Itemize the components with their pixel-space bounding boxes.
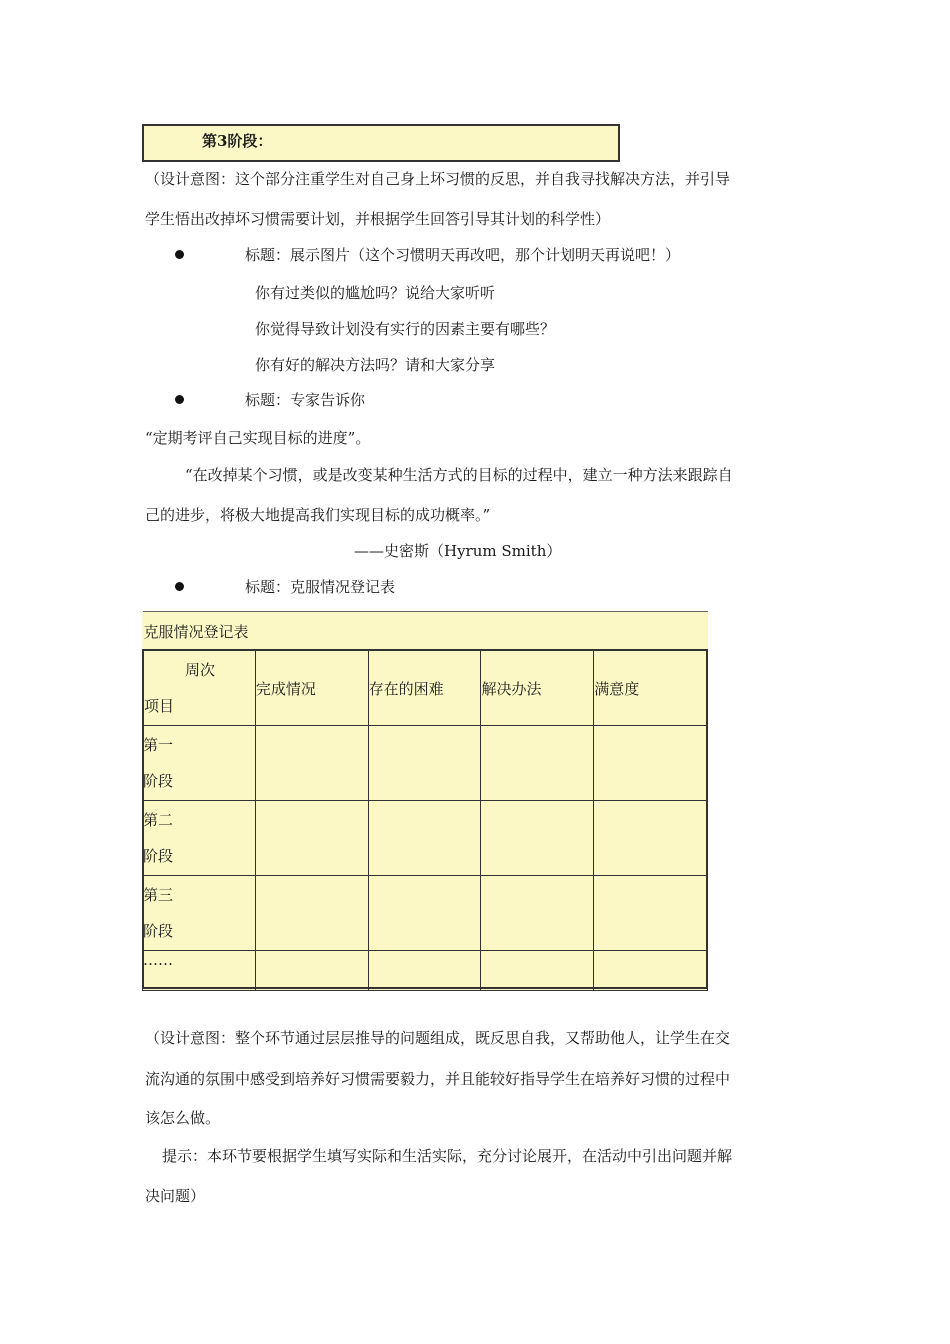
question-1: 你有过类似的尴尬吗？说给大家听听 [255, 284, 496, 302]
bullet1-text: 标题：展示图片（这个习惯明天再改吧，那个计划明天再说吧！） [245, 246, 681, 264]
quote-line2: 己的进步，将极大地提高我们实现目标的成功概率。” [145, 506, 491, 524]
hint-line2: 决问题） [145, 1187, 206, 1205]
bullet-icon [175, 250, 184, 259]
question-3: 你有好的解决方法吗？请和大家分享 [255, 356, 496, 374]
table-cell [255, 726, 368, 801]
column-header: 满意度 [594, 651, 708, 726]
registration-table [142, 611, 708, 991]
quote-title: “定期考评自己实现目标的进度”。 [145, 429, 371, 447]
bullet-icon [175, 582, 184, 591]
corner-bottom: 项目 [144, 697, 175, 715]
intent1-line1: （设计意图：这个部分注重学生对自己身上坏习惯的反思，并自我寻找解决方法，并引导 [145, 170, 731, 188]
table-row [143, 951, 708, 991]
corner-top: 周次 [185, 661, 216, 679]
table-cell [481, 726, 594, 801]
row-label: 第三 阶段 [143, 876, 256, 951]
quote-line1: “在改掉某个习惯，或是改变某种生活方式的目标的过程中，建立一种方法来跟踪自 [185, 466, 733, 484]
table-cell [368, 801, 481, 876]
column-header: 存在的困难 [368, 651, 481, 726]
table-cell [481, 876, 594, 951]
hint-line1: 提示：本环节要根据学生填写实际和生活实际，充分讨论展开，在活动中引出问题并解 [162, 1147, 733, 1165]
table-cell [594, 801, 708, 876]
column-header: 解决办法 [481, 651, 594, 726]
row-label: 第一 阶段 [143, 726, 256, 801]
table-row [143, 876, 708, 951]
question-2: 你觉得导致计划没有实行的因素主要有哪些？ [255, 320, 556, 338]
quote-author: ——史密斯（Hyrum Smith） [354, 542, 562, 560]
row-label: 第二 阶段 [143, 801, 256, 876]
table-header-row [143, 651, 708, 726]
column-header: 完成情况 [255, 651, 368, 726]
table-cell [255, 876, 368, 951]
table-cell [255, 951, 368, 991]
table-cell [368, 876, 481, 951]
row-label-more: …… [143, 951, 256, 991]
table-cell [368, 726, 481, 801]
corner-cell [143, 651, 256, 726]
intent2-line2: 流沟通的氛围中感受到培养好习惯需要毅力，并且能较好指导学生在培养好习惯的过程中 [145, 1070, 731, 1088]
stage-title: 第3阶段： [202, 132, 273, 150]
table-row [143, 726, 708, 801]
intent2-line1: （设计意图：整个环节通过层层推导的问题组成，既反思自我，又帮助他人，让学生在交 [145, 1029, 731, 1047]
table-cell [594, 951, 708, 991]
table-row [143, 801, 708, 876]
table-cell [594, 876, 708, 951]
intent1-line2: 学生悟出改掉坏习惯需要计划，并根据学生回答引导其计划的科学性） [145, 210, 611, 228]
table-cell [255, 801, 368, 876]
stage-header-box [142, 124, 620, 162]
bullet-icon [175, 395, 184, 404]
bullet2-text: 标题：专家告诉你 [245, 391, 366, 409]
table-cell [594, 726, 708, 801]
bullet3-text: 标题：克服情况登记表 [245, 578, 396, 596]
table-cell [481, 951, 594, 991]
intent2-line3: 该怎么做。 [145, 1109, 221, 1127]
table-cell [481, 801, 594, 876]
table-cell [368, 951, 481, 991]
table-title: 克服情况登记表 [143, 612, 708, 651]
